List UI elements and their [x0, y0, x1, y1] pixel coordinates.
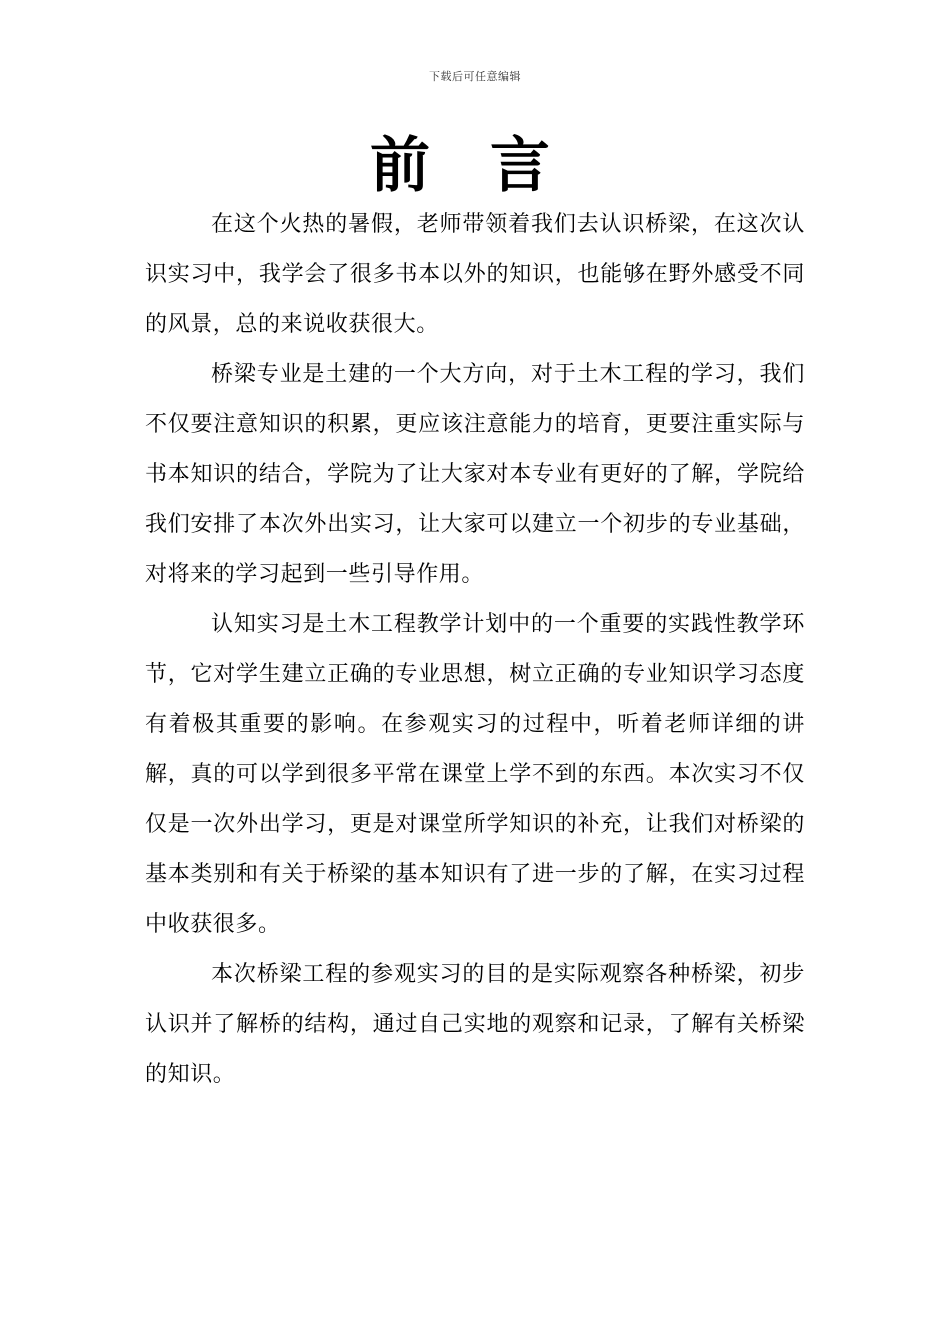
- header-note: 下载后可任意编辑: [429, 70, 521, 83]
- paragraph-1: 在这个火热的暑假，老师带领着我们去认识桥梁，在这次认识实习中，我学会了很多书本以外的知识，也能够在野外感受不同的风景，总的来说收获很大。: [145, 212, 805, 337]
- paragraph-4: 本次桥梁工程的参观实习的目的是实际观察各种桥梁，初步认识并了解桥的结构，通过自己实地的观察和记录，了解有关桥梁的知识。: [145, 962, 805, 1087]
- paragraph-2: 桥梁专业是土建的一个大方向，对于土木工程的学习，我们不仅要注意知识的积累，更应该注意能力的培育，更要注重实际与书本知识的结合，学院为了让大家对本专业有更好的了解，学院给我们安排了本次外出实习，让大家可以建立一个初步的专业基础，对将来的学习起到一些引导作用。: [145, 362, 805, 587]
- paragraph-3: 认知实习是土木工程教学计划中的一个重要的实践性教学环节，它对学生建立正确的专业思想，树立正确的专业知识学习态度有着极其重要的影响。在参观实习的过程中，听着老师详细的讲解，真的可以学到很多平常在课堂上学不到的东西。本次实习不仅仅是一次外出学习，更是对课堂所学知识的补充，让我们对桥梁的基本类别和有关于桥梁的基本知识有了进一步的了解，在实习过程中收获很多。: [145, 612, 805, 937]
- body-text: [145, 200, 805, 1100]
- page-title: 前言: [370, 131, 610, 201]
